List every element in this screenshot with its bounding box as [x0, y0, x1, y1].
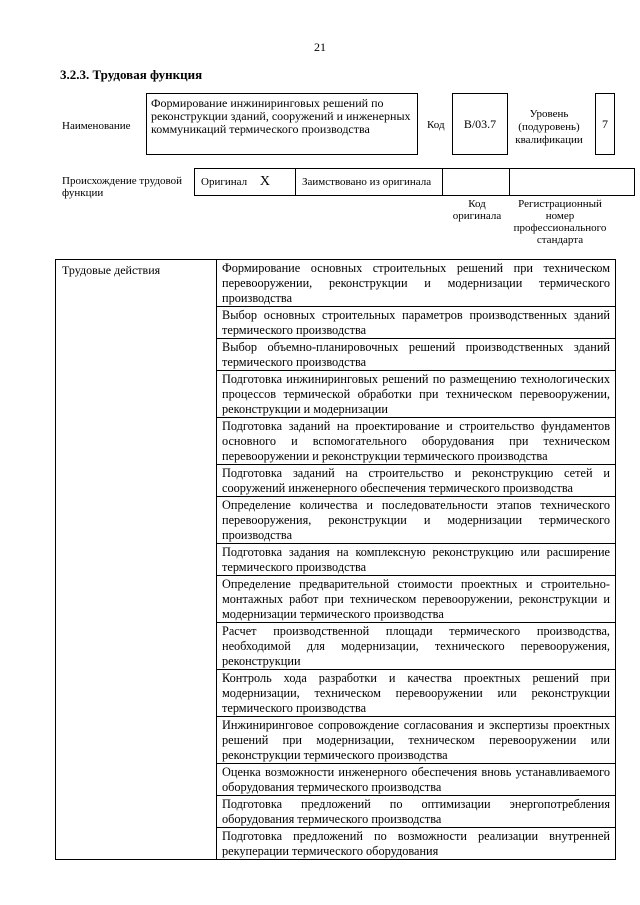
labor-action-item: Подготовка предложений по оптимизации энергопотребления оборудования термического производства [217, 796, 616, 828]
original-label: Оригинал [201, 176, 248, 188]
labor-action-item: Оценка возможности инженерного обеспечения вновь устанавливаемого оборудования термического производства [217, 764, 616, 796]
labor-action-item: Инжиниринговое сопровождение согласования и экспертизы проектных решений при модернизации, техническом перевооружении или реконструкции термического производства [217, 717, 616, 764]
labor-action-item: Определение предварительной стоимости проектных и строительно-монтажных работ при техническом перевооружении, реконструкции и модернизации термического производства [217, 576, 616, 623]
origin-table [194, 168, 635, 196]
labor-action-item: Подготовка предложений по возможности реализации внутренней рекуперации термического оборудования [217, 828, 616, 860]
labor-actions-label: Трудовые действия [56, 260, 217, 860]
code-of-original-label: Код оригинала [452, 198, 502, 222]
code-label: Код [427, 119, 445, 131]
original-mark: X [259, 174, 270, 189]
level-label: Уровень (подуровень) квалификации [515, 108, 583, 146]
function-name: Формирование инжиниринговых решений по реконструкции зданий, сооружений и инженерных коммуникаций термического производства [146, 93, 418, 155]
labor-action-item: Выбор основных строительных параметров производственных зданий термического производства [217, 307, 616, 339]
registration-number-label: Регистрационный номер профессионального стандарта [513, 198, 607, 246]
original-cell [195, 169, 296, 196]
function-code: В/03.7 [452, 93, 508, 155]
original-code-cell [443, 169, 510, 196]
page-number: 21 [314, 40, 326, 54]
borrowed-label: Заимствовано из оригинала [302, 176, 432, 188]
labor-action-item: Подготовка инжиниринговых решений по размещению технологических процессов термической обработки при техническом перевооружении, реконструкции и модернизации [217, 371, 616, 418]
labor-action-item: Контроль хода разработки и качества проектных решений при модернизации, техническом перевооружении или реконструкции термического производства [217, 670, 616, 717]
labor-action-item: Выбор объемно-планировочных решений производственных зданий термического производства [217, 339, 616, 371]
labor-action-item: Подготовка заданий на строительство и реконструкцию сетей и сооружений инженерного обеспечения термического производства [217, 465, 616, 497]
labor-action-item: Формирование основных строительных решений при техническом перевооружении, реконструкции и модернизации термического производства [217, 260, 616, 307]
labor-action-item: Расчет производственной площади термического производства, необходимой для модернизации, технического перевооружения, реконструкции [217, 623, 616, 670]
origin-label: Происхождение трудовой функции [62, 175, 183, 199]
registration-number-cell [510, 169, 635, 196]
borrowed-cell [296, 169, 443, 196]
function-level: 7 [595, 93, 615, 155]
labor-action-item: Подготовка заданий на проектирование и строительство фундаментов основного и вспомогательного оборудования при техническом перевооружении и реконструкции термического производства [217, 418, 616, 465]
labor-action-item: Подготовка задания на комплексную реконструкцию или расширение термического производства [217, 544, 616, 576]
table-row [56, 260, 616, 307]
section-title: 3.2.3. Трудовая функция [60, 67, 203, 82]
name-label: Наименование [62, 120, 131, 132]
labor-action-item: Определение количества и последовательности этапов технического перевооружения, реконструкции и модернизации термического производства [217, 497, 616, 544]
labor-actions-table [55, 259, 616, 860]
